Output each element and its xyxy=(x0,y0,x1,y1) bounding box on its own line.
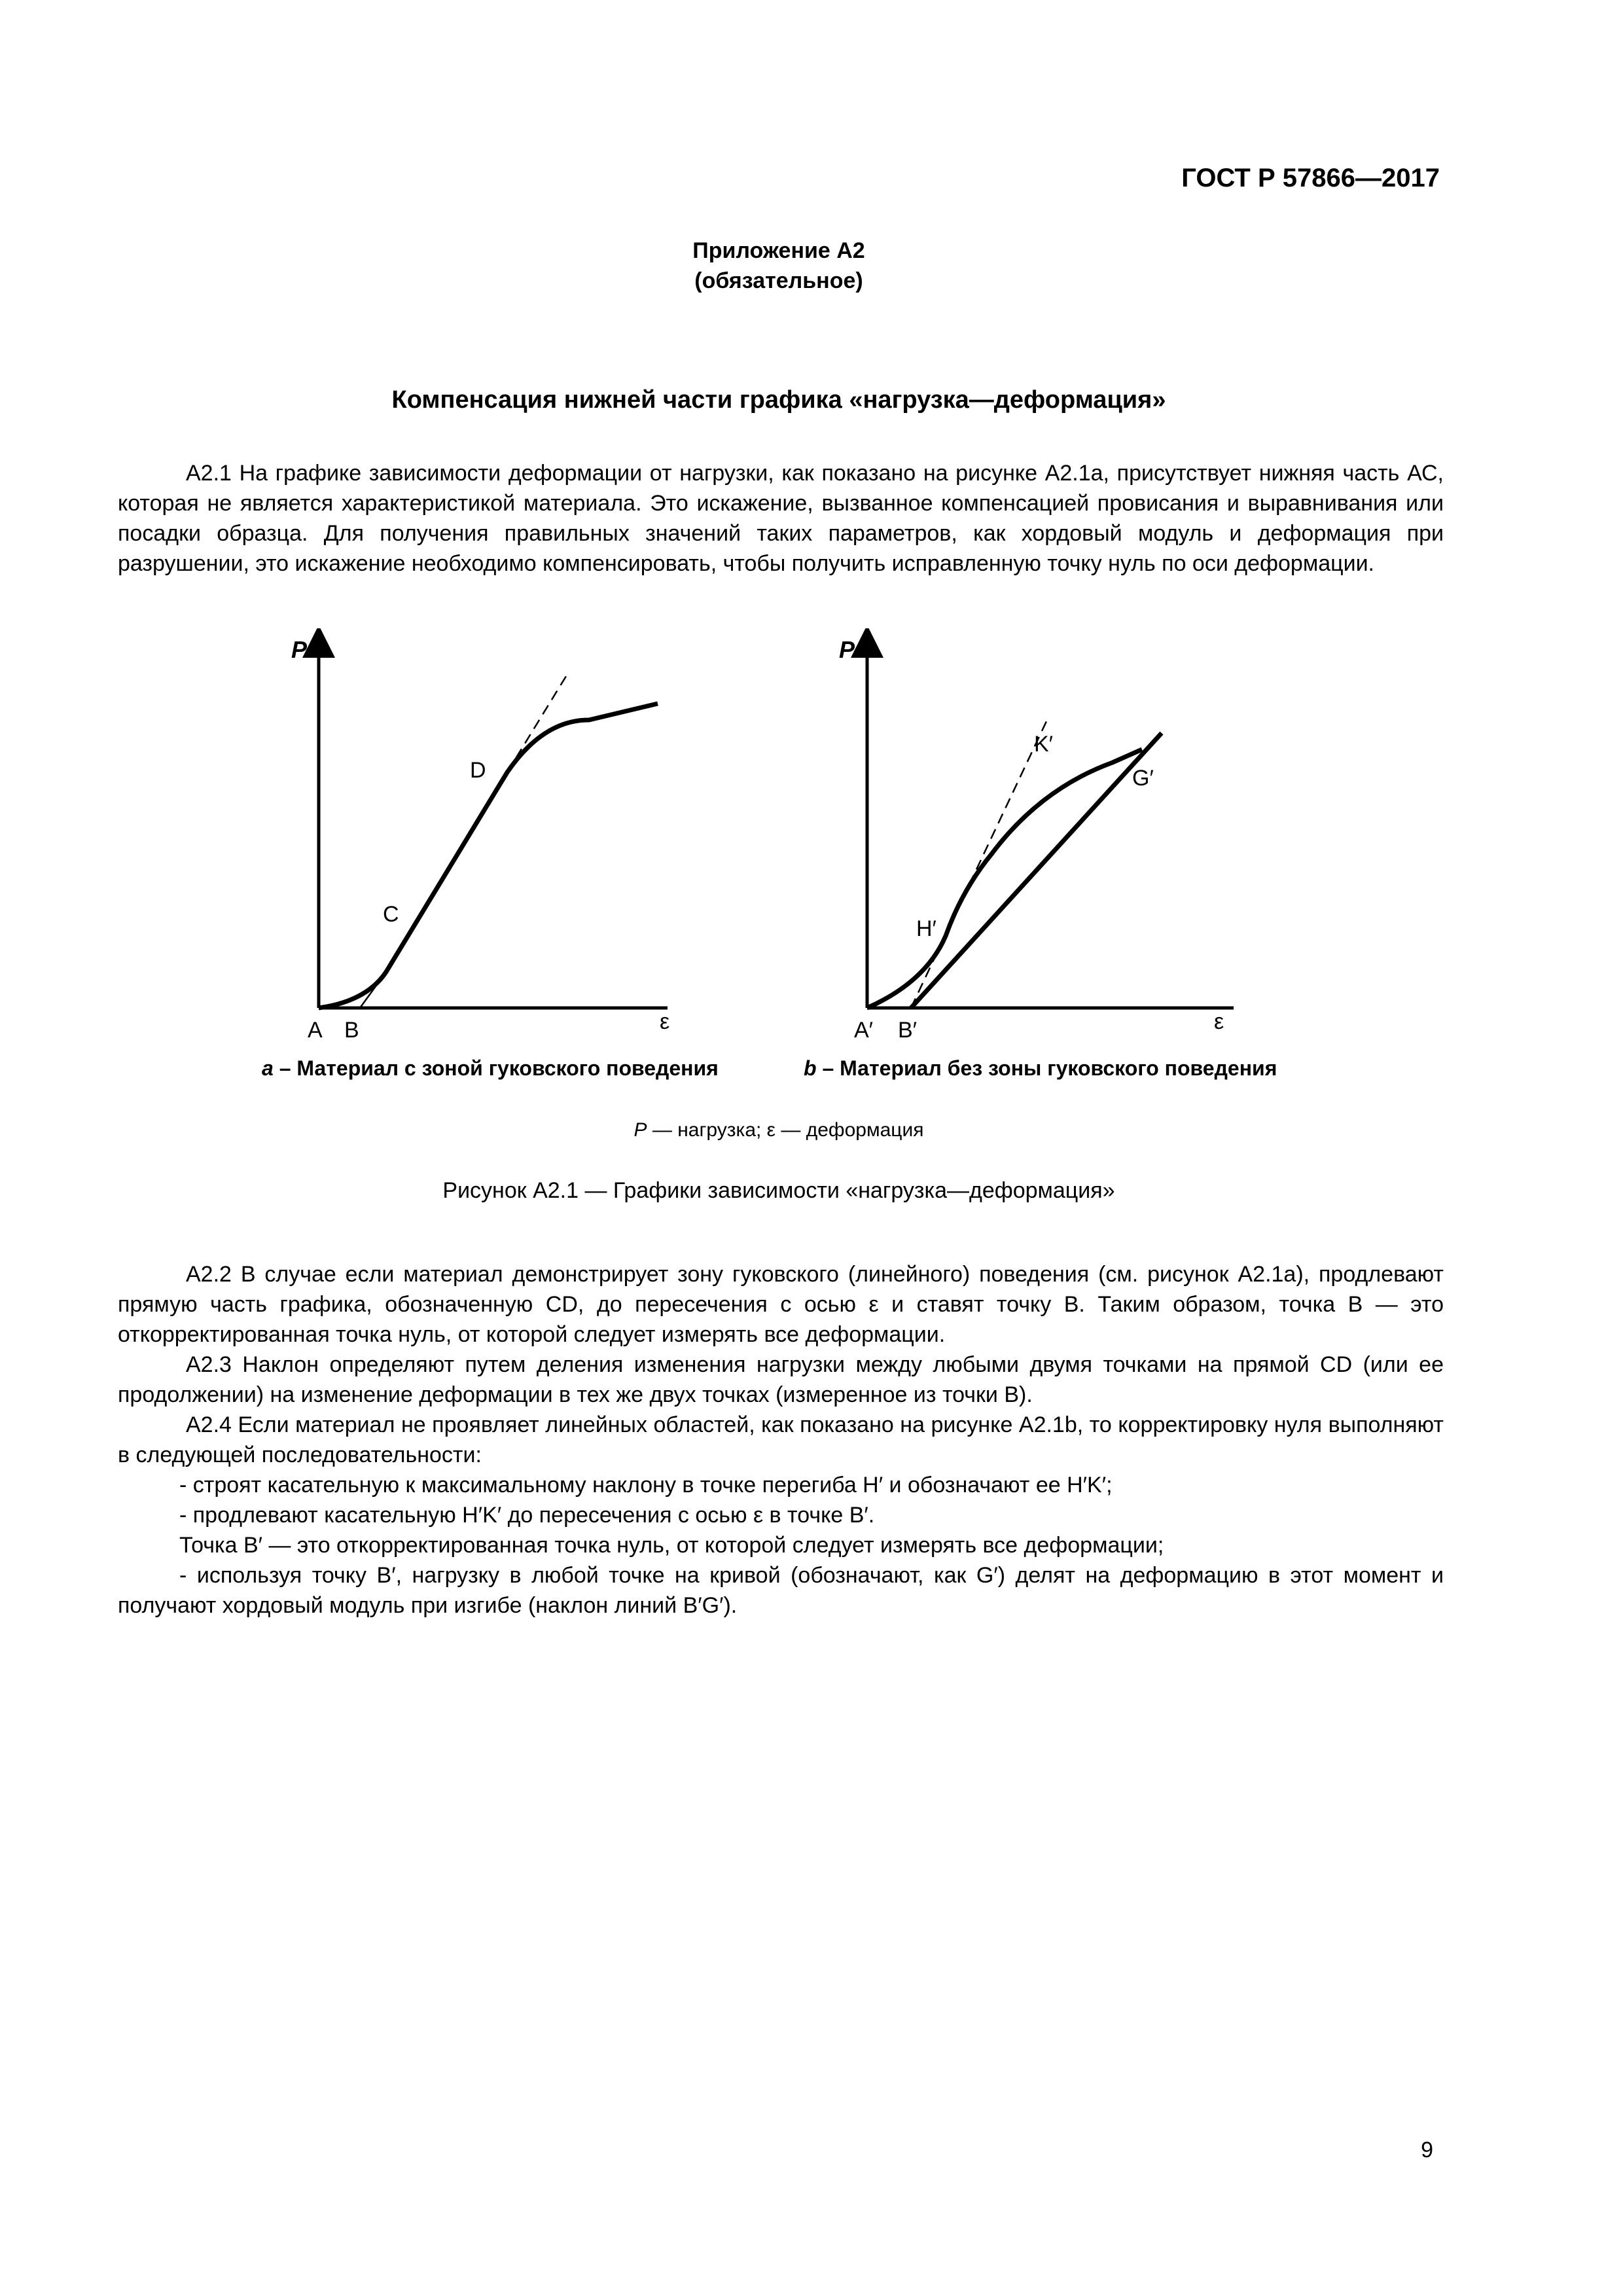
paragraph-a2-2: А2.2 В случае если материал демонстрирует зону гуковского (линейного) поведения (см. рисунок А2.1а), продлевают прямую часть графика, обозначенную CD, до пересечения с осью ε и ставят точку B. Таким образом, точка B — это откорректированная точка нуль, от которой следует измерять все деформации. xyxy=(118,1262,1444,1347)
panel-a-y-label: P xyxy=(291,636,308,663)
panel-b-caption xyxy=(804,1056,1277,1081)
panel-b-load-curve xyxy=(867,749,1142,1008)
panel-a-tangent-dashed xyxy=(507,671,569,772)
paragraph-a2-4: А2.4 Если материал не проявляет линейных областей, как показано на рисунке А2.1b, то корректировку нуля выполняют в следующей последовательности: xyxy=(118,1412,1444,1467)
panel-b-tangent-dashed xyxy=(911,720,1047,1008)
point-a: A xyxy=(308,1018,323,1043)
panel-a-chart xyxy=(291,636,669,1043)
panel-a-caption-letter: a xyxy=(262,1056,274,1080)
panel-a-caption xyxy=(262,1056,719,1081)
point-b-prime: B′ xyxy=(898,1018,918,1043)
page-number: 9 xyxy=(1421,2138,1433,2162)
point-a-prime: A′ xyxy=(854,1018,874,1043)
panel-a-extension-line xyxy=(360,972,386,1008)
panel-b-chart xyxy=(839,636,1234,1043)
legend-p-symbol: P xyxy=(633,1119,647,1141)
point-b: B xyxy=(344,1018,359,1043)
panel-b-caption-text: – Материал без зоны гуковского поведения xyxy=(816,1056,1277,1080)
point-c: C xyxy=(383,902,399,927)
appendix-title: Приложение А2 xyxy=(692,238,865,263)
paragraph-a2-1: А2.1 На графике зависимости деформации от нагрузки, как показано на рисунке А2.1а, присутствует нижняя часть АС, которая не является характеристикой материала. Это искажение, вызванное компенсацией провисания и выравнивания или посадки образца. Для получения правильных значений таких параметров, как хордовый модуль и деформация при разрушении, это искажение необходимо компенсировать, чтобы получить исправленную точку нуль по оси деформации. xyxy=(118,461,1444,576)
figure-a2-1 xyxy=(0,628,1623,1106)
legend-e-text: — деформация xyxy=(776,1119,924,1141)
panel-b-x-label: ε xyxy=(1214,1009,1224,1034)
paragraph-a2-4-note: Точка B′ — это откорректированная точка нуль, от которой следует измерять все деформации; xyxy=(179,1533,1164,1558)
panel-b-caption-letter: b xyxy=(804,1056,817,1080)
point-k-prime: K′ xyxy=(1034,732,1054,757)
panel-b-y-label: P xyxy=(839,636,855,663)
section-title: Компенсация нижней части графика «нагрузка—деформация» xyxy=(391,386,1166,414)
panel-b-chord-line xyxy=(911,733,1162,1008)
point-d: D xyxy=(470,758,486,783)
legend-p-text: — нагрузка; xyxy=(647,1119,767,1141)
list-item-2: - продлевают касательную H′K′ до пересечения с осью ε в точке B′. xyxy=(179,1503,875,1528)
list-item-3: - используя точку B′, нагрузку в любой точке на кривой (обозначают, как G′) делят на деформацию в этот момент и получают хордовый модуль при изгибе (наклон линий B′G′). xyxy=(118,1563,1444,1618)
figure-legend xyxy=(0,1119,1558,1141)
point-h-prime: H′ xyxy=(916,916,936,941)
point-g-prime: G′ xyxy=(1132,766,1154,791)
paragraph-a2-3: А2.3 Наклон определяют путем деления изменения нагрузки между любыми двумя точками на прямой CD (или ее продолжении) на изменение деформации в тех же двух точках (измеренное из точки B). xyxy=(118,1352,1444,1407)
legend-e-symbol: ε xyxy=(766,1119,776,1141)
document-number: ГОСТ Р 57866—2017 xyxy=(1181,164,1440,192)
list-item-1: - строят касательную к максимальному наклону в точке перегиба H′ и обозначают ее H′K′; xyxy=(179,1473,1113,1498)
appendix-status: (обязательное) xyxy=(694,268,863,293)
panel-a-load-curve xyxy=(319,704,658,1008)
panel-a-x-label: ε xyxy=(660,1009,670,1034)
figure-caption: Рисунок А2.1 — Графики зависимости «нагрузка—деформация» xyxy=(442,1178,1115,1203)
panel-a-caption-text: – Материал с зоной гуковского поведения xyxy=(273,1056,719,1080)
